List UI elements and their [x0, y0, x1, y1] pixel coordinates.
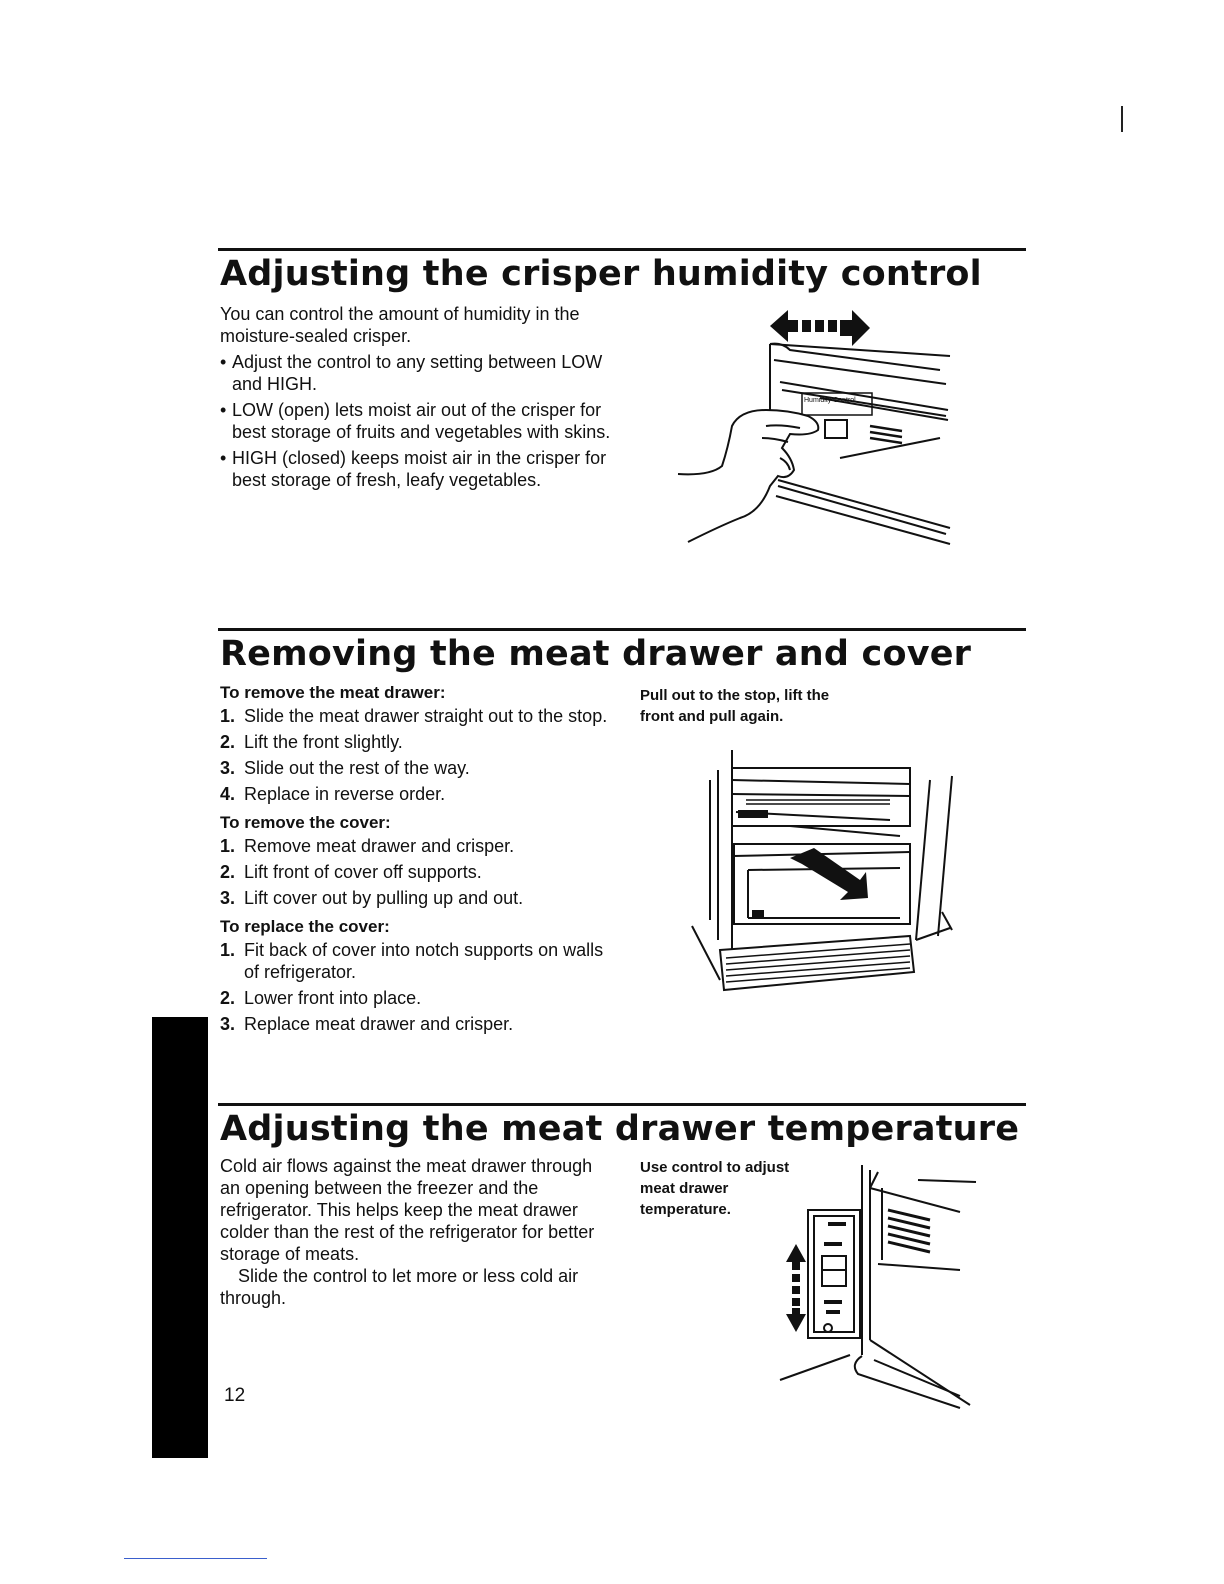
- slide-arrow-icon: [770, 310, 870, 346]
- crop-mark: [1121, 106, 1123, 132]
- list-item: • Adjust the control to any setting between LOW and HIGH.: [220, 352, 603, 394]
- list-item: 2. Lift front of cover off supports.: [220, 862, 482, 882]
- meat-drawer-caption: Pull out to the stop, lift the front and pull again.: [640, 687, 830, 725]
- up-down-arrow-icon: [786, 1244, 806, 1332]
- temp-paragraph-2: Slide the control to let more or less cold air through.: [220, 1266, 579, 1308]
- remove-cover-steps: [220, 835, 620, 909]
- crisper-humidity-text: [220, 303, 612, 495]
- replace-cover-steps: [220, 939, 620, 1035]
- list-item: 1. Fit back of cover into notch supports on walls of refrigerator.: [220, 940, 604, 982]
- chapter-tab: [152, 1017, 208, 1458]
- temp-paragraph-1: Cold air flows against the meat drawer through an opening between the freezer and the refrigerator. This helps keep the meat drawer colder than the rest of the refrigerator for better storage of meats.: [220, 1156, 595, 1264]
- subheading-replace-cover: To replace the cover:: [220, 917, 390, 936]
- list-item: 2. Lower front into place.: [220, 988, 422, 1008]
- subheading-remove-drawer: To remove the meat drawer:: [220, 683, 446, 702]
- humidity-control-illustration: [670, 298, 960, 553]
- section-rule: [218, 628, 1026, 631]
- section-rule: [218, 248, 1026, 251]
- pull-arrow-icon: [790, 848, 868, 900]
- list-item: 1. Slide the meat drawer straight out to the stop.: [220, 706, 608, 726]
- remove-drawer-steps: [220, 705, 620, 805]
- grille-icon: [726, 944, 910, 982]
- list-item: 3. Replace meat drawer and crisper.: [220, 1014, 514, 1034]
- list-item: 3. Lift cover out by pulling up and out.: [220, 888, 524, 908]
- meat-drawer-illustration: [690, 740, 965, 1005]
- temp-control-illustration: [770, 1160, 980, 1410]
- humidity-control-label: Humidity Control: [804, 397, 856, 404]
- section-heading-meat-drawer-cover: Removing the meat drawer and cover: [220, 634, 972, 674]
- footer-line: [124, 1558, 267, 1559]
- list-item: 3. Slide out the rest of the way.: [220, 758, 470, 778]
- list-item: • HIGH (closed) keeps moist air in the crisper for best storage of fresh, leafy vegetables.: [220, 448, 607, 490]
- section-rule: [218, 1103, 1026, 1106]
- section-heading-meat-drawer-temp: Adjusting the meat drawer temperature: [220, 1109, 1020, 1149]
- hand-icon: [678, 410, 818, 542]
- list-item: • LOW (open) lets moist air out of the crisper for best storage of fruits and vegetables with skins.: [220, 400, 611, 442]
- section-heading-crisper-humidity: Adjusting the crisper humidity control: [220, 254, 982, 294]
- intro-paragraph: You can control the amount of humidity in the moisture-sealed crisper.: [220, 304, 580, 346]
- list-item: 1. Remove meat drawer and crisper.: [220, 836, 515, 856]
- humidity-bullets: [220, 351, 612, 491]
- meat-drawer-temp-text: [220, 1155, 612, 1309]
- temp-control-caption: Use control to adjust meat drawer temperature.: [640, 1159, 790, 1218]
- page-number: 12: [224, 1385, 246, 1406]
- list-item: 2. Lift the front slightly.: [220, 732, 403, 752]
- meat-drawer-instructions: [220, 683, 620, 1043]
- list-item: 4. Replace in reverse order.: [220, 784, 446, 804]
- subheading-remove-cover: To remove the cover:: [220, 813, 391, 832]
